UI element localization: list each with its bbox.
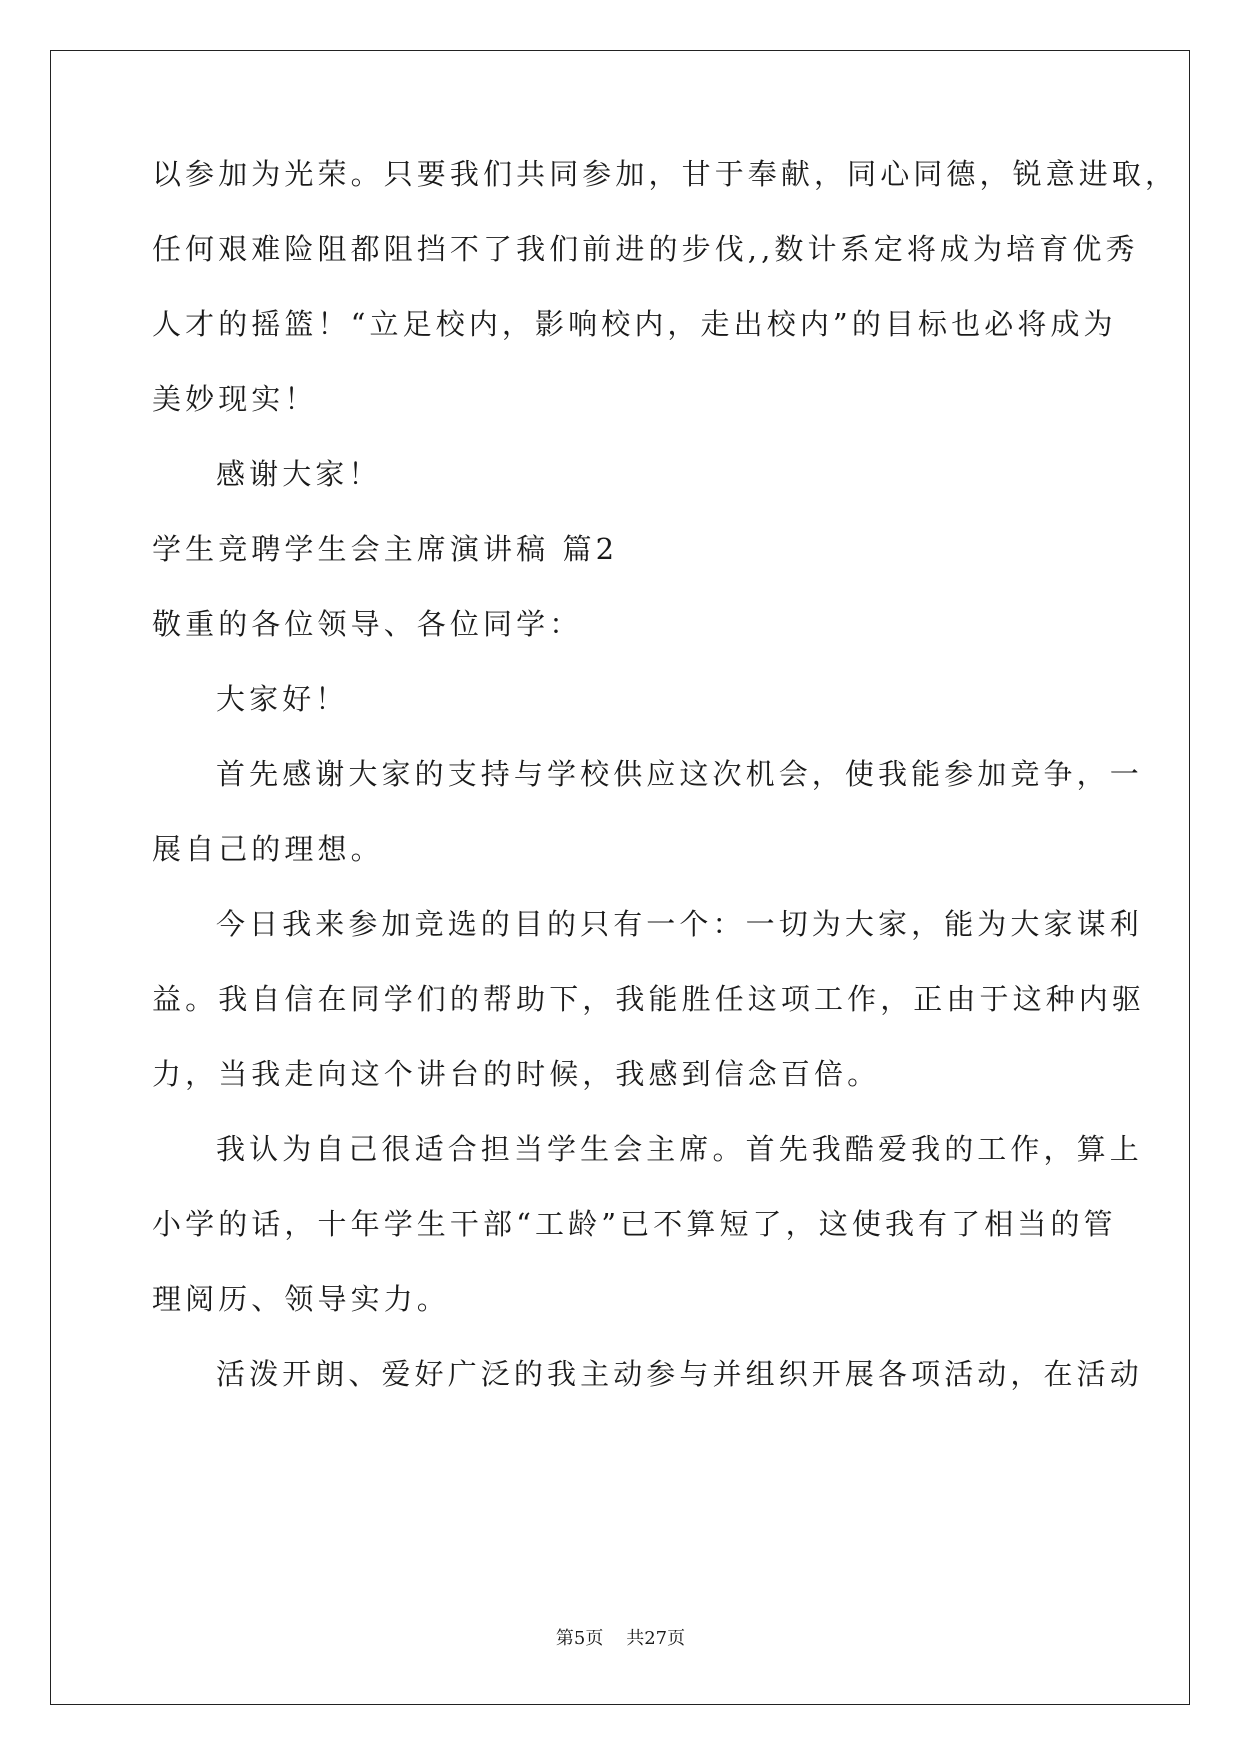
body-line: 力，当我走向这个讲台的时候，我感到信念百倍。 bbox=[152, 1057, 881, 1091]
page-number: 第5页 bbox=[555, 1628, 604, 1649]
body-line: 以参加为光荣。只要我们共同参加，甘于奉献，同心同德，锐意进取， bbox=[152, 157, 1179, 191]
page-footer bbox=[0, 1628, 1241, 1650]
body-line: 大家好！ bbox=[216, 682, 349, 716]
salutation: 敬重的各位领导、各位同学： bbox=[152, 607, 583, 641]
body-line: 益。我自信在同学们的帮助下，我能胜任这项工作，正由于这种内驱 bbox=[152, 982, 1146, 1016]
body-line: 人才的摇篮！“立足校内，影响校内，走出校内”的目标也必将成为 bbox=[152, 307, 1117, 341]
body-line: 任何艰难险阻都阻挡不了我们前进的步伐,,数计系定将成为培育优秀 bbox=[152, 232, 1139, 266]
section-heading: 学生竞聘学生会主席演讲稿 篇2 bbox=[152, 532, 619, 566]
body-line: 理阅历、领导实力。 bbox=[152, 1282, 450, 1316]
body-line: 美妙现实！ bbox=[152, 382, 318, 416]
body-line: 展自己的理想。 bbox=[152, 832, 384, 866]
body-line: 小学的话，十年学生干部“工龄”已不算短了，这使我有了相当的管 bbox=[152, 1207, 1117, 1241]
body-line: 我认为自己很适合担当学生会主席。首先我酷爱我的工作，算上 bbox=[216, 1132, 1143, 1166]
body-line: 活泼开朗、爱好广泛的我主动参与并组织开展各项活动，在活动 bbox=[216, 1357, 1143, 1391]
body-line: 今日我来参加竞选的目的只有一个：一切为大家，能为大家谋利 bbox=[216, 907, 1143, 941]
body-line: 首先感谢大家的支持与学校供应这次机会，使我能参加竞争，一 bbox=[216, 757, 1143, 791]
page-frame bbox=[50, 50, 1190, 1705]
page-total: 共27页 bbox=[626, 1628, 686, 1649]
body-line: 感谢大家！ bbox=[216, 457, 382, 491]
